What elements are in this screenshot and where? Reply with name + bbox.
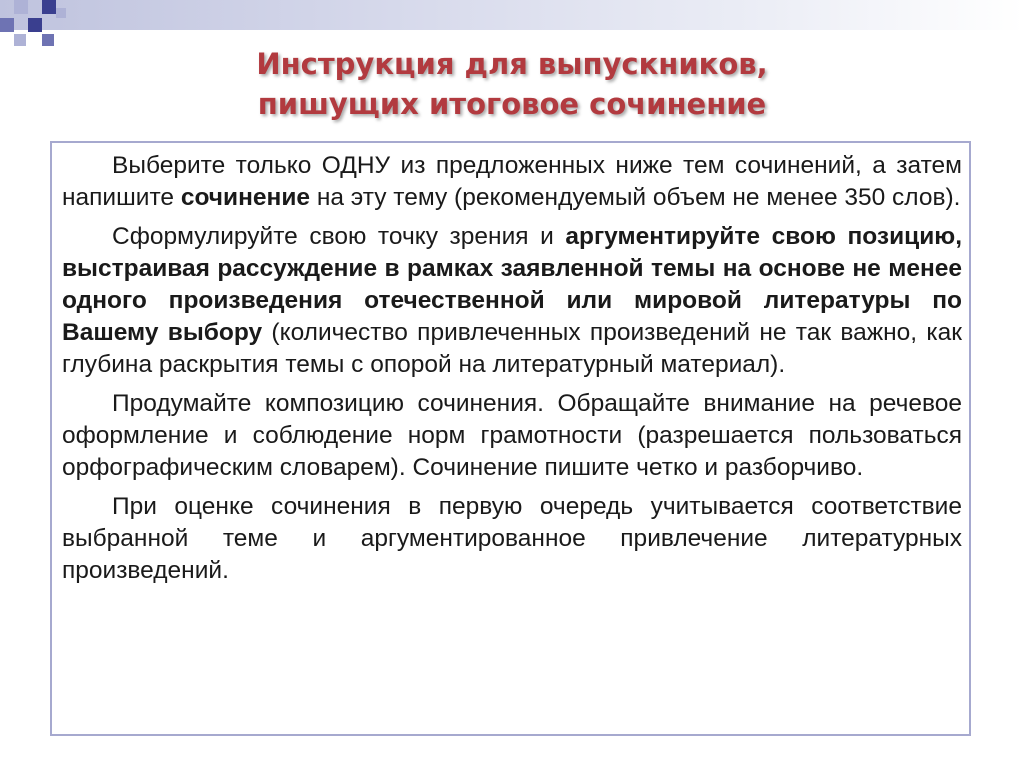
header-decoration-bar	[0, 0, 1024, 30]
paragraph-1	[62, 150, 962, 214]
title-line-2: пишущих итоговое сочинение	[257, 87, 767, 121]
deco-square	[0, 18, 14, 32]
paragraph-1-text-b: на эту тему (рекомендуемый объем не менее 350 слов).	[310, 184, 961, 211]
page-title	[0, 44, 1024, 124]
paragraph-1-text-a: Выберите только ОДНУ из предложенных ниже тем сочинений, а затем напишите	[62, 152, 962, 211]
paragraph-2-text-a: Сформулируйте свою точку зрения и	[112, 223, 566, 250]
deco-square	[28, 18, 42, 32]
paragraph-2	[62, 221, 962, 381]
paragraph-3	[62, 388, 962, 484]
deco-square	[14, 0, 28, 14]
paragraph-4-text: При оценке сочинения в первую очередь учитывается соответствие выбранной теме и аргументированное привлечение литературных произведений.	[62, 493, 962, 584]
paragraph-1-bold: сочинение	[180, 184, 311, 211]
instructions-body	[62, 150, 962, 594]
deco-square	[42, 0, 56, 14]
paragraph-2-text-b: (количество привлеченных произведений не так важно, как глубина раскрытия темы с опорой на литературный материал).	[62, 319, 962, 378]
paragraph-4	[62, 491, 962, 587]
paragraph-3-text: Продумайте композицию сочинения. Обращайте внимание на речевое оформление и соблюдение норм грамотности (разрешается пользоваться орфографическим словарем). Сочинение пишите четко и разборчиво.	[62, 390, 962, 481]
paragraph-2-bold: аргументируйте свою позицию, выстраивая рассуждение в рамках заявленной темы на основе не менее одного произведения отечественной или мировой литературы по Вашему выбору	[62, 223, 963, 346]
deco-square	[56, 8, 66, 18]
title-line-1: Инструкция для выпускников,	[256, 47, 768, 81]
